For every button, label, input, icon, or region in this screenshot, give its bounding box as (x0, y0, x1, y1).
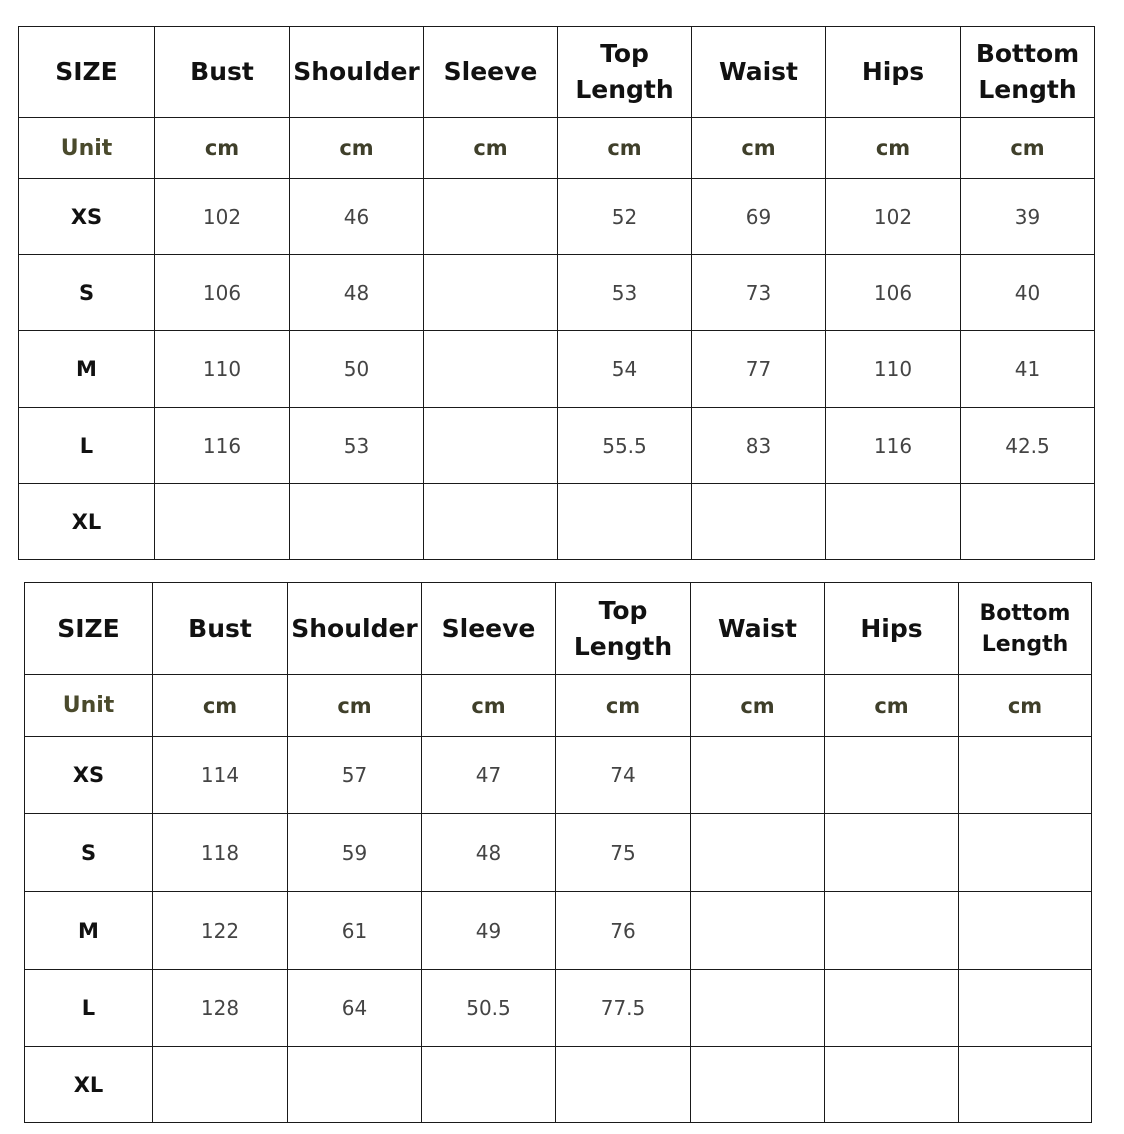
table-row (25, 970, 1092, 1047)
header-bottom-length-line2: Length (981, 631, 1069, 657)
unit-sleeve: cm (424, 118, 558, 179)
unit-bust: cm (153, 675, 288, 737)
sleeve-value: 49 (422, 892, 556, 970)
bust-value (155, 484, 290, 560)
waist-value (691, 737, 825, 814)
header-hips: Hips (825, 583, 959, 675)
header-sleeve: Sleeve (422, 583, 556, 675)
unit-top-length: cm (558, 118, 692, 179)
header-top-length-line1: Top (600, 39, 649, 68)
unit-waist: cm (691, 675, 825, 737)
size-label: M (19, 331, 155, 408)
unit-hips: cm (826, 118, 961, 179)
unit-waist: cm (692, 118, 826, 179)
top-length-value: 74 (556, 737, 691, 814)
header-top-length-line2: Length (573, 631, 673, 661)
hips-value (825, 737, 959, 814)
hips-value (825, 892, 959, 970)
size-label: L (25, 970, 153, 1047)
header-top-length (556, 583, 691, 675)
top-length-value: 75 (556, 814, 691, 892)
unit-bottom-length: cm (959, 675, 1092, 737)
hips-value (825, 814, 959, 892)
waist-value: 77 (692, 331, 826, 408)
size-chart-table-1 (18, 26, 1095, 560)
size-label: S (19, 255, 155, 331)
header-bust: Bust (155, 27, 290, 118)
hips-value (825, 1047, 959, 1123)
shoulder-value: 61 (288, 892, 422, 970)
header-bottom-length-line1: Bottom (975, 39, 1080, 68)
top-length-value: 77.5 (556, 970, 691, 1047)
table-row (19, 255, 1095, 331)
size-label: M (25, 892, 153, 970)
top-length-value: 52 (558, 179, 692, 255)
unit-row (19, 118, 1095, 179)
header-size: SIZE (25, 583, 153, 675)
waist-value: 69 (692, 179, 826, 255)
bust-value: 106 (155, 255, 290, 331)
bottom-length-value (959, 970, 1092, 1047)
header-waist: Waist (692, 27, 826, 118)
sleeve-value: 50.5 (422, 970, 556, 1047)
unit-sleeve: cm (422, 675, 556, 737)
top-length-value: 55.5 (558, 408, 692, 484)
table-row (25, 892, 1092, 970)
unit-hips: cm (825, 675, 959, 737)
waist-value (691, 814, 825, 892)
size-label: XS (19, 179, 155, 255)
bust-value (153, 1047, 288, 1123)
sleeve-value (422, 1047, 556, 1123)
header-size: SIZE (19, 27, 155, 118)
header-row (19, 27, 1095, 118)
table-row (25, 814, 1092, 892)
waist-value (691, 970, 825, 1047)
sleeve-value: 47 (422, 737, 556, 814)
bottom-length-value: 41 (961, 331, 1095, 408)
header-shoulder: Shoulder (290, 27, 424, 118)
size-label: XL (19, 484, 155, 560)
table-row (19, 408, 1095, 484)
size-label: L (19, 408, 155, 484)
waist-value (692, 484, 826, 560)
hips-value: 106 (826, 255, 961, 331)
top-length-value: 76 (556, 892, 691, 970)
waist-value: 83 (692, 408, 826, 484)
hips-value: 116 (826, 408, 961, 484)
shoulder-value: 57 (288, 737, 422, 814)
sleeve-value (424, 408, 558, 484)
sleeve-value (424, 255, 558, 331)
shoulder-value: 64 (288, 970, 422, 1047)
shoulder-value (288, 1047, 422, 1123)
sleeve-value: 48 (422, 814, 556, 892)
hips-value: 110 (826, 331, 961, 408)
bottom-length-value: 39 (961, 179, 1095, 255)
top-length-value (558, 484, 692, 560)
bottom-length-value: 40 (961, 255, 1095, 331)
bottom-length-value (959, 814, 1092, 892)
header-top-length (558, 27, 692, 118)
bottom-length-value: 42.5 (961, 408, 1095, 484)
waist-value: 73 (692, 255, 826, 331)
header-hips: Hips (826, 27, 961, 118)
shoulder-value: 46 (290, 179, 424, 255)
bust-value: 116 (155, 408, 290, 484)
size-chart-table-2 (24, 582, 1092, 1123)
sleeve-value (424, 179, 558, 255)
header-bottom-length-line1: Bottom (979, 600, 1071, 626)
header-top-length-line2: Length (575, 75, 674, 104)
header-bust: Bust (153, 583, 288, 675)
size-label: XL (25, 1047, 153, 1123)
unit-shoulder: cm (290, 118, 424, 179)
unit-shoulder: cm (288, 675, 422, 737)
hips-value (826, 484, 961, 560)
header-waist: Waist (691, 583, 825, 675)
shoulder-value: 48 (290, 255, 424, 331)
shoulder-value: 50 (290, 331, 424, 408)
bottom-length-value (959, 892, 1092, 970)
unit-top-length: cm (556, 675, 691, 737)
header-shoulder: Shoulder (288, 583, 422, 675)
shoulder-value: 53 (290, 408, 424, 484)
waist-value (691, 1047, 825, 1123)
top-length-value (556, 1047, 691, 1123)
sleeve-value (424, 484, 558, 560)
bust-value: 114 (153, 737, 288, 814)
table-row (25, 737, 1092, 814)
waist-value (691, 892, 825, 970)
top-length-value: 54 (558, 331, 692, 408)
header-bottom-length (961, 27, 1095, 118)
table-row (19, 179, 1095, 255)
unit-label: Unit (25, 675, 153, 737)
size-label: S (25, 814, 153, 892)
shoulder-value: 59 (288, 814, 422, 892)
bust-value: 102 (155, 179, 290, 255)
unit-bottom-length: cm (961, 118, 1095, 179)
header-sleeve: Sleeve (424, 27, 558, 118)
header-bottom-length-line2: Length (978, 75, 1077, 104)
bottom-length-value (961, 484, 1095, 560)
bottom-length-value (959, 1047, 1092, 1123)
bust-value: 118 (153, 814, 288, 892)
bust-value: 128 (153, 970, 288, 1047)
table-row (19, 484, 1095, 560)
bottom-length-value (959, 737, 1092, 814)
shoulder-value (290, 484, 424, 560)
bust-value: 110 (155, 331, 290, 408)
header-row (25, 583, 1092, 675)
hips-value (825, 970, 959, 1047)
top-length-value: 53 (558, 255, 692, 331)
header-top-length-line1: Top (598, 595, 648, 625)
table-row (25, 1047, 1092, 1123)
unit-bust: cm (155, 118, 290, 179)
size-label: XS (25, 737, 153, 814)
sleeve-value (424, 331, 558, 408)
table-row (19, 331, 1095, 408)
unit-label: Unit (19, 118, 155, 179)
hips-value: 102 (826, 179, 961, 255)
header-bottom-length (959, 583, 1092, 675)
bust-value: 122 (153, 892, 288, 970)
unit-row (25, 675, 1092, 737)
